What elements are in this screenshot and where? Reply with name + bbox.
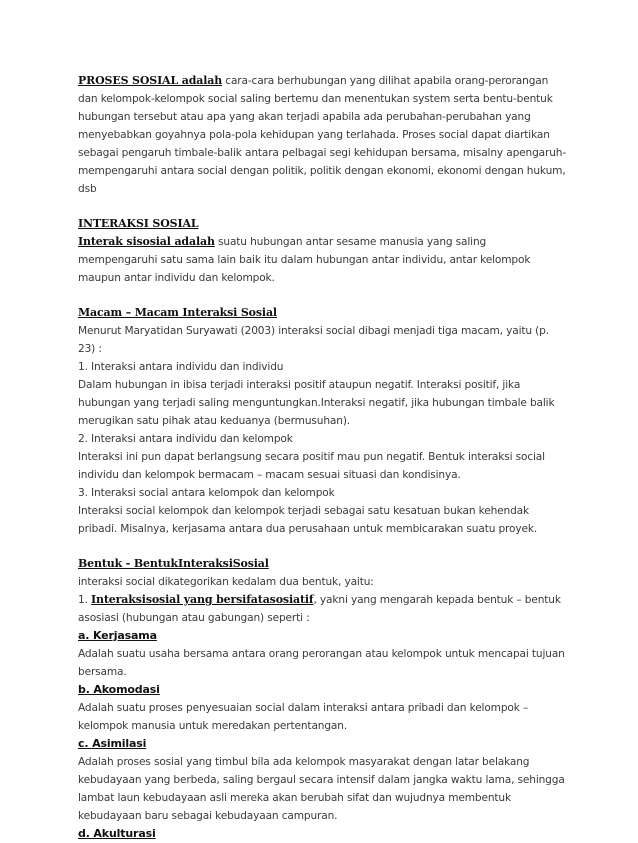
intro-paragraph [78, 72, 568, 198]
sub-text-asimilasi: Adalah proses sosial yang timbul bila ada kelompok masyarakat dengan latar belakang kebudayaan yang berbeda, saling bergaul secara intensif dalam jangka waktu lama, sehingga lambat laun kebudayaan asli mereka akan berubah sifat dan wujudnya membentuk kebudayaan baru sebagai kebudayaan campuran. [78, 756, 565, 822]
macam-item-3-title: 3. Interaksi social antara kelompok dan kelompok [78, 487, 335, 499]
sub-text-akomodasi: Adalah suatu proses penyesuaian social dalam interaksi antara pribadi dan kelompok – kelompok manusia untuk meredakan pertentangan. [78, 702, 529, 732]
sub-heading-akomodasi: b. Akomodasi [78, 683, 160, 696]
sub-heading-asimilasi: c. Asimilasi [78, 737, 147, 750]
macam-item-1-title: 1. Interaksi antara individu dan individu [78, 361, 284, 373]
interaksi-paragraph [78, 233, 568, 287]
macam-item-3-text: Interaksi social kelompok dan kelompok terjadi sebagai satu kesatuan bukan kehendak pribadi. Misalnya, kerjasama antara dua perusahaan untuk membicarakan suatu proyek. [78, 505, 538, 535]
bentuk-item-1-text: , yakni yang mengarah kepada bentuk – bentuk asosiasi (hubungan atau gabungan) seperti : [78, 594, 561, 624]
bentuk-heading: Bentuk - BentukInteraksiSosial [78, 557, 269, 570]
macam-intro: Menurut Maryatidan Suryawati (2003) interaksi social dibagi menjadi tiga macam, yaitu (p. 23) : [78, 325, 549, 355]
macam-heading: Macam – Macam Interaksi Sosial [78, 306, 277, 319]
interaksi-term: Interak sisosial adalah [78, 235, 215, 248]
bentuk-item-1-prefix: 1. [78, 594, 92, 606]
bentuk-item-1-term: Interaksisosial yang bersifatasosiatif [91, 593, 314, 606]
intro-term: PROSES SOSIAL adalah [78, 74, 223, 87]
bentuk-item-1 [78, 591, 568, 627]
macam-item-2-text: Interaksi ini pun dapat berlangsung secara positif mau pun negatif. Bentuk interaksi social individu dan kelompok bermacam – macam sesuai situasi dan kondisinya. [78, 451, 545, 481]
sub-text-kerjasama: Adalah suatu usaha bersama antara orang perorangan atau kelompok untuk mencapai tujuan bersama. [78, 648, 565, 678]
sub-heading-kerjasama: a. Kerjasama [78, 629, 157, 642]
interaksi-text: suatu hubungan antar sesame manusia yang saling mempengaruhi satu sama lain baik itu dalam hubungan antar individu, antar kelompok maupun antar individu dan kelompok. [78, 236, 531, 284]
bentuk-intro: interaksi social dikategorikan kedalam dua bentuk, yaitu: [78, 576, 374, 588]
intro-text: cara-cara berhubungan yang dilihat apabila orang-perorangan dan kelompok-kelompok social saling bertemu dan menentukan system serta bentu-bentuk hubungan tersebut atau apa yang akan terjadi apabila ada perubahan-perubahan yang menyebabkan goyahnya pola-pola kehidupan yang terlahada. Proses social dapat diartikan sebagai pengaruh timbale-balik antara pelbagai segi kehidupan bersama, misalny apengaruh-mempengaruhi antara social dengan politik, politik dengan ekonomi, ekonomi dengan hukum, dsb [78, 75, 567, 195]
interaksi-heading: INTERAKSI SOSIAL [78, 217, 199, 230]
macam-item-1-text: Dalam hubungan in ibisa terjadi interaksi positif ataupun negatif. Interaksi positif, jika hubungan yang terjadi saling menguntungkan.Interaksi negatif, jika hubungan timbale balik merugikan satu pihak atau keduanya (bermusuhan). [78, 379, 555, 427]
macam-item-2-title: 2. Interaksi antara individu dan kelompok [78, 433, 293, 445]
sub-heading-akulturasi: d. Akulturasi [78, 827, 156, 840]
document-page [78, 72, 568, 843]
